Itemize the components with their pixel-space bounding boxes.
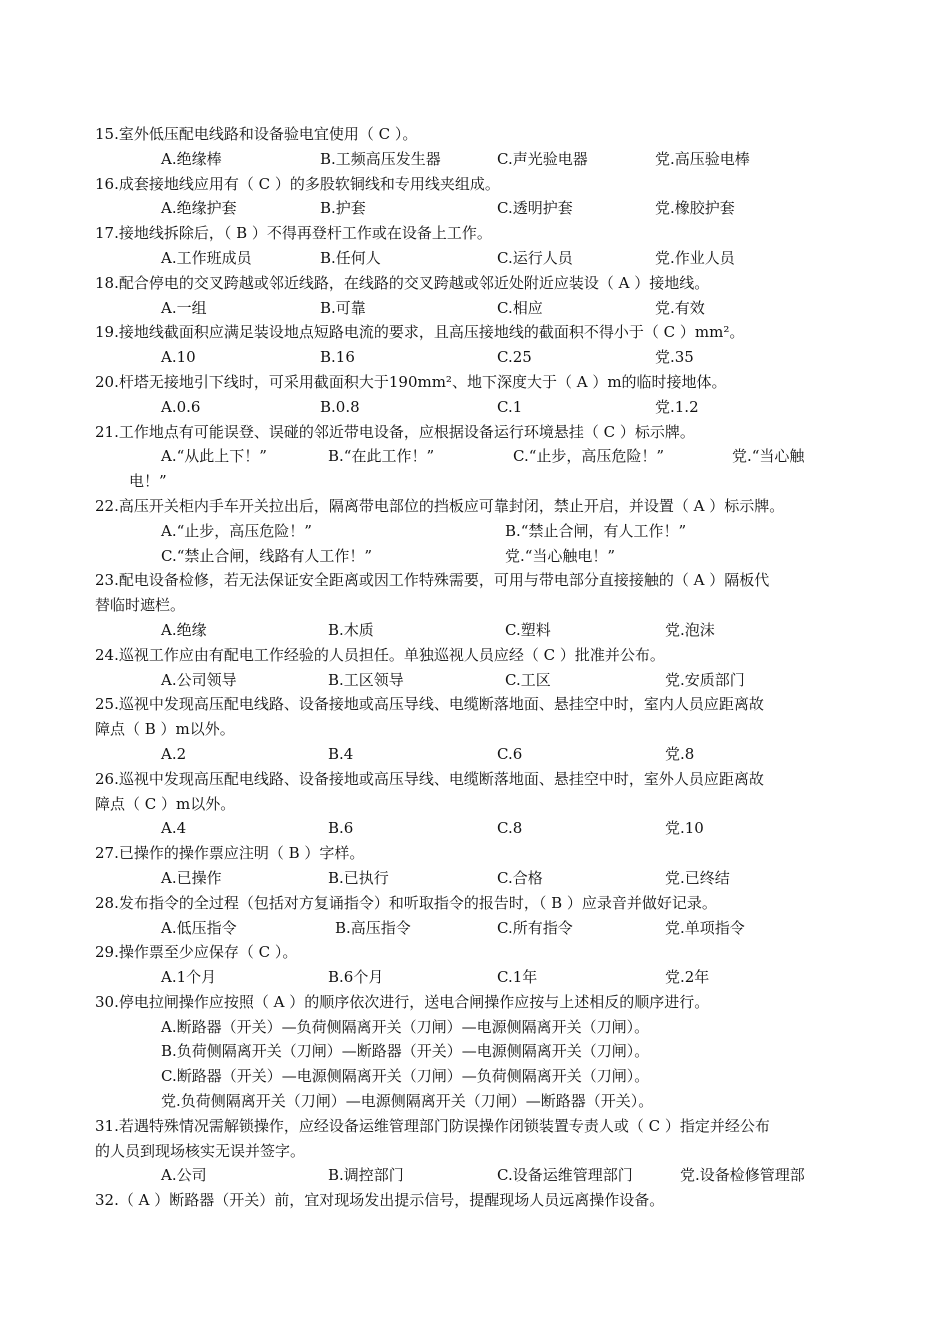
option-item: A.“止步，高压危险！” <box>161 521 312 540</box>
option-item: 党.“当心触电！” <box>505 546 616 565</box>
option-item: 党.负荷侧隔离开关（刀闸）—电源侧隔离开关（刀闸）—断路器（开关）。 <box>161 1092 654 1111</box>
question-text: 替临时遮栏。 <box>95 596 186 615</box>
question-16 <box>95 172 865 222</box>
option-item: C.工区 <box>505 670 551 689</box>
question-28 <box>95 891 865 941</box>
question-17 <box>95 221 865 271</box>
question-18 <box>95 271 865 321</box>
option-item: 党.安质部门 <box>665 670 745 689</box>
options-row <box>95 444 865 469</box>
option-item: A.4 <box>161 819 187 838</box>
question-list <box>95 122 865 1213</box>
question-31 <box>95 1114 865 1188</box>
options-row <box>95 519 865 544</box>
option-item: A.绝缘棒 <box>161 149 222 168</box>
option-item: 党.8 <box>665 744 695 763</box>
options-row <box>95 866 865 891</box>
option-item: C.塑料 <box>505 620 551 639</box>
option-item: 党.作业人员 <box>655 248 735 267</box>
question-26 <box>95 767 865 841</box>
options-row <box>95 196 865 221</box>
option-item: A.1个月 <box>161 968 217 987</box>
option-item: 党.高压验电棒 <box>655 149 750 168</box>
option-item: C.合格 <box>497 868 543 887</box>
option-item: B.调控部门 <box>328 1166 404 1185</box>
question-text: 25.巡视中发现高压配电线路、设备接地或高压导线、电缆断落地面、悬挂空中时，室内人员应距离故 <box>95 695 764 714</box>
question-text: 22.高压开关柜内手车开关拉出后，隔离带电部位的挡板应可靠封闭，禁止开启，并设置（ A ）标示牌。 <box>95 496 785 515</box>
option-item: C.“禁止合闸，线路有人工作！” <box>161 546 373 565</box>
option-item: 党.2年 <box>665 968 710 987</box>
options-row <box>95 1163 865 1188</box>
option-item: C.断路器（开关）—电源侧隔离开关（刀闸）—负荷侧隔离开关（刀闸）。 <box>161 1067 650 1086</box>
option-item: A.已操作 <box>161 868 222 887</box>
option-item: A.低压指令 <box>161 918 237 937</box>
option-item: B.工区领导 <box>328 670 404 689</box>
question-text: 28.发布指令的全过程（包括对方复诵指令）和听取指令的报告时，（ B ）应录音并做好记录。 <box>95 893 717 912</box>
option-item: C.设备运维管理部门 <box>497 1166 633 1185</box>
question-text: 24.巡视工作应由有配电工作经验的人员担任。单独巡视人员应经（ C ）批准并公布。 <box>95 645 665 664</box>
question-24 <box>95 643 865 693</box>
question-23 <box>95 568 865 642</box>
option-item: 党.“当心触 <box>732 447 805 466</box>
option-item: C.6 <box>497 744 523 763</box>
options-row <box>95 916 865 941</box>
option-item: C.25 <box>497 348 532 367</box>
option-item: B.高压指令 <box>335 918 411 937</box>
question-text: 32.（ A ）断路器（开关）前，宜对现场发出提示信号，提醒现场人员远离操作设备。 <box>95 1191 665 1210</box>
option-item: A.2 <box>161 744 187 763</box>
option-item: 党.设备检修管理部 <box>680 1166 805 1185</box>
options-row <box>95 296 865 321</box>
option-item: 党.有效 <box>655 298 705 317</box>
question-30 <box>95 990 865 1114</box>
option-item: 党.橡胶护套 <box>655 199 735 218</box>
option-item: C.相应 <box>497 298 543 317</box>
option-item: C.8 <box>497 819 523 838</box>
question-text: 障点（ B ）m以外。 <box>95 720 235 739</box>
option-item: A.绝缘 <box>161 620 207 639</box>
option-continuation: 电！” <box>129 472 167 491</box>
option-item: B.负荷侧隔离开关（刀闸）—断路器（开关）—电源侧隔离开关（刀闸）。 <box>161 1042 650 1061</box>
option-item: A.0.6 <box>161 397 201 416</box>
question-22 <box>95 494 865 568</box>
option-item: C.1 <box>497 397 523 416</box>
option-item: B.木质 <box>328 620 374 639</box>
option-item: 党.1.2 <box>655 397 699 416</box>
question-20 <box>95 370 865 420</box>
option-item: A.公司 <box>161 1166 207 1185</box>
option-item: B.6 <box>328 819 354 838</box>
question-text: 19.接地线截面积应满足装设地点短路电流的要求，且高压接地线的截面积不得小于（ C ）mm²。 <box>95 323 745 342</box>
option-item: 党.10 <box>665 819 704 838</box>
option-item: 党.单项指令 <box>665 918 745 937</box>
option-item: 党.已终结 <box>665 868 730 887</box>
options-row <box>95 345 865 370</box>
question-text: 16.成套接地线应用有（ C ）的多股软铜线和专用线夹组成。 <box>95 174 500 193</box>
option-item: A.公司领导 <box>161 670 237 689</box>
question-text: 20.杆塔无接地引下线时，可采用截面积大于190mm²、地下深度大于（ A ）m的临时接地体。 <box>95 372 727 391</box>
question-text: 29.操作票至少应保存（ C ）。 <box>95 943 298 962</box>
option-item: B.任何人 <box>320 248 381 267</box>
option-item: A.断路器（开关）—负荷侧隔离开关（刀闸）—电源侧隔离开关（刀闸）。 <box>161 1017 650 1036</box>
options-row <box>95 618 865 643</box>
option-item: C.运行人员 <box>497 248 573 267</box>
option-item: A.“从此上下！” <box>161 447 267 466</box>
option-item: B.4 <box>328 744 354 763</box>
question-27 <box>95 841 865 891</box>
option-item: 党.35 <box>655 348 694 367</box>
question-text: 23.配电设备检修，若无法保证安全距离或因工作特殊需要，可用与带电部分直接接触的（ A ）隔板代 <box>95 571 770 590</box>
question-text: 30.停电拉闸操作应按照（ A ）的顺序依次进行，送电合闸操作应按与上述相反的顺序进行。 <box>95 992 710 1011</box>
option-item: A.10 <box>161 348 196 367</box>
question-32 <box>95 1188 865 1213</box>
option-item: A.绝缘护套 <box>161 199 237 218</box>
option-item: B.16 <box>320 348 355 367</box>
option-item: 党.泡沫 <box>665 620 715 639</box>
option-item: B.“在此工作！” <box>328 447 435 466</box>
question-21 <box>95 420 865 494</box>
option-item: B.护套 <box>320 199 366 218</box>
option-item: C.透明护套 <box>497 199 573 218</box>
question-25 <box>95 692 865 766</box>
option-item: B.可靠 <box>320 298 366 317</box>
question-19 <box>95 320 865 370</box>
question-text: 15.室外低压配电线路和设备验电宜使用（ C ）。 <box>95 125 418 143</box>
options-row <box>95 544 865 569</box>
options-row <box>95 147 865 172</box>
question-text: 障点（ C ）m以外。 <box>95 794 236 813</box>
option-item: B.0.8 <box>320 397 360 416</box>
option-item: B.6个月 <box>328 968 384 987</box>
question-text: 17.接地线拆除后，（ B ）不得再登杆工作或在设备上工作。 <box>95 224 492 243</box>
option-item: C.1年 <box>497 968 538 987</box>
option-item: C.所有指令 <box>497 918 573 937</box>
question-text: 31.若遇特殊情况需解锁操作，应经设备运维管理部门防误操作闭锁装置专责人或（ C ）指定并经公布 <box>95 1116 770 1135</box>
option-item: C.“止步，高压危险！” <box>513 447 665 466</box>
option-item: B.已执行 <box>328 868 389 887</box>
option-item: B.工频高压发生器 <box>320 149 441 168</box>
question-text: 21.工作地点有可能误登、误碰的邻近带电设备，应根据设备运行环境悬挂（ C ）标示牌。 <box>95 422 695 441</box>
question-29 <box>95 940 865 990</box>
option-item: A.工作班成员 <box>161 248 252 267</box>
options-row <box>95 668 865 693</box>
question-text: 的人员到现场核实无误并签字。 <box>95 1141 306 1160</box>
options-row <box>95 246 865 271</box>
question-15 <box>95 122 865 172</box>
option-item: B.“禁止合闸，有人工作！” <box>505 521 687 540</box>
question-text: 26.巡视中发现高压配电线路、设备接地或高压导线、电缆断落地面、悬挂空中时，室外人员应距离故 <box>95 769 764 788</box>
option-item: C.声光验电器 <box>497 149 588 168</box>
options-row <box>95 742 865 767</box>
question-text: 18.配合停电的交叉跨越或邻近线路，在线路的交叉跨越或邻近处附近应装设（ A ）接地线。 <box>95 273 710 292</box>
options-row <box>95 395 865 420</box>
question-text: 27.已操作的操作票应注明（ B ）字样。 <box>95 844 365 863</box>
options-row <box>95 965 865 990</box>
option-item: A.一组 <box>161 298 207 317</box>
options-row <box>95 816 865 841</box>
